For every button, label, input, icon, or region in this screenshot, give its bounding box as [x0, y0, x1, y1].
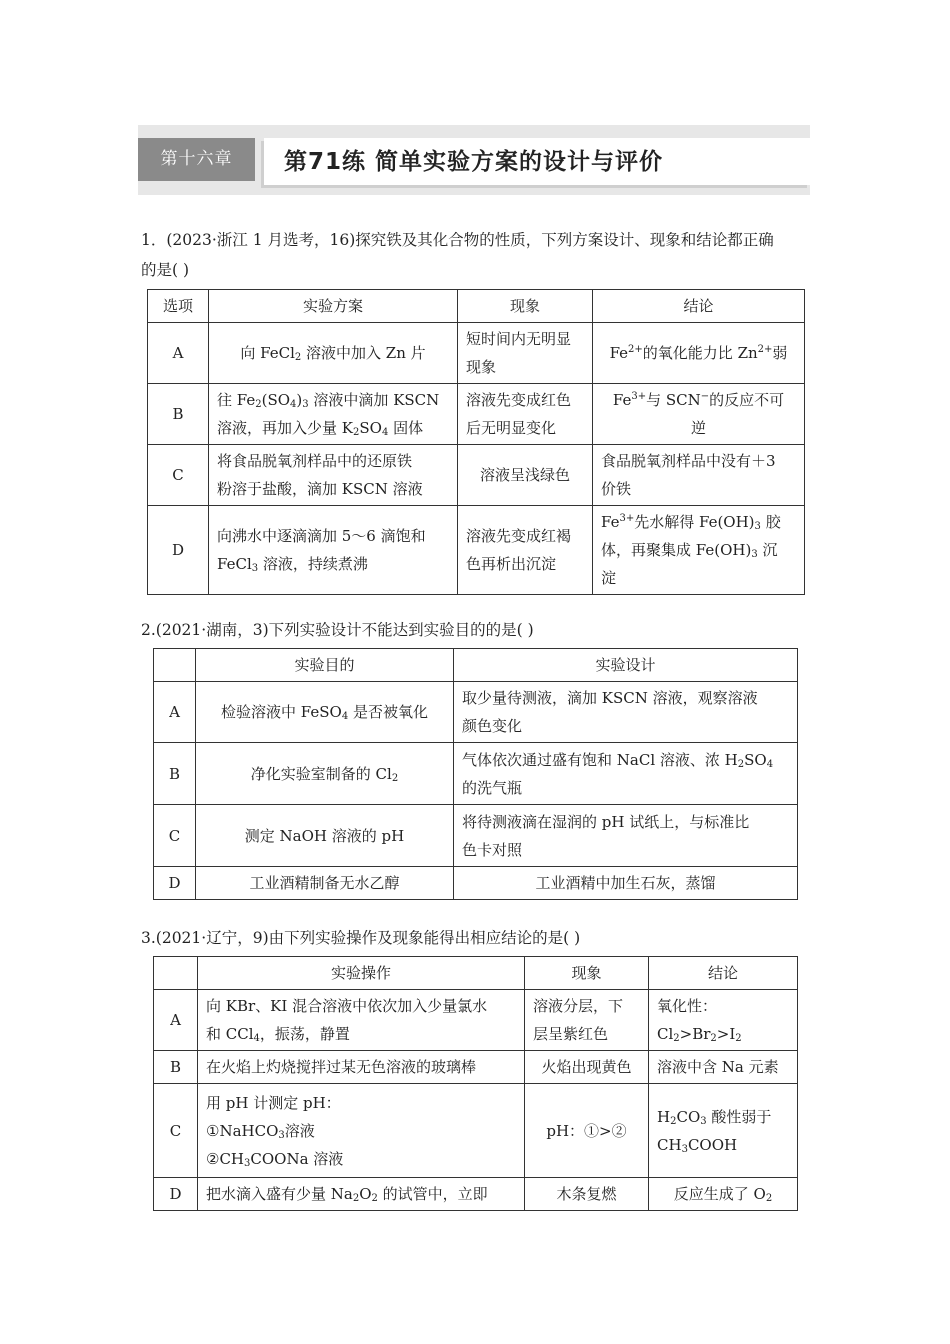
table-cell: 溶液呈浅绿色 [458, 445, 593, 506]
table-row [154, 990, 798, 1051]
column-header: 结论 [649, 957, 798, 990]
question-1-table [147, 289, 805, 595]
chapter-banner [138, 125, 810, 195]
table-row [148, 445, 805, 506]
table-cell: 将待测液滴在湿润的 pH 试纸上，与标准比 色卡对照 [454, 805, 798, 867]
table-cell: 检验溶液中 FeSO$_4$ 是否被氧化 [196, 682, 454, 743]
question-1-stem: 1．(2023·浙江 1 月选考，16)探究铁及其化合物的性质，下列方案设计、现象和结论都正确 的是( ) [141, 231, 774, 279]
table-row [154, 1178, 798, 1211]
column-header: 现象 [525, 957, 649, 990]
table-cell: 将食品脱氧剂样品中的还原铁 粉溶于盐酸，滴加 KSCN 溶液 [209, 445, 458, 506]
column-header: 实验设计 [454, 649, 798, 682]
table-cell: 溶液先变成红褐 色再析出沉淀 [458, 506, 593, 595]
table-cell: 向沸水中逐滴滴加 5～6 滴饱和 FeCl$_3$ 溶液，持续煮沸 [209, 506, 458, 595]
question-3-table [153, 956, 798, 1211]
column-header: 结论 [593, 290, 805, 323]
table-cell: 溶液分层，下 层呈紫红色 [525, 990, 649, 1051]
column-header [154, 649, 196, 682]
option-cell: B [148, 384, 209, 445]
table-row [154, 805, 798, 867]
table-cell: 测定 NaOH 溶液的 pH [196, 805, 454, 867]
option-cell: A [154, 682, 196, 743]
table-row [154, 682, 798, 743]
table-cell: 净化实验室制备的 $Cl_2$ [196, 743, 454, 805]
column-header: 现象 [458, 290, 593, 323]
table-cell: $H_2CO_3$ 酸性弱于 $CH_3COOH$ [649, 1084, 798, 1178]
question-3-stem: 3.(2021·辽宁，9)由下列实验操作及现象能得出相应结论的是( ) [141, 929, 581, 947]
table-cell: 溶液先变成红色 后无明显变化 [458, 384, 593, 445]
table-cell: pH：①>② [525, 1084, 649, 1178]
table-cell: 木条复燃 [525, 1178, 649, 1211]
option-cell: D [154, 867, 196, 900]
option-cell: A [148, 323, 209, 384]
table-row [154, 1084, 798, 1178]
question-2-table [153, 648, 798, 900]
table-row [154, 867, 798, 900]
table-cell: $Fe^{2+}$的氧化能力比 $Zn^{2+}$弱 [593, 323, 805, 384]
column-header: 实验操作 [198, 957, 525, 990]
table-header-row [154, 649, 798, 682]
table-cell: 溶液中含 Na 元素 [649, 1051, 798, 1084]
column-header [154, 957, 198, 990]
option-cell: D [154, 1178, 198, 1211]
column-header: 实验目的 [196, 649, 454, 682]
table-row [148, 506, 805, 595]
table-row [154, 743, 798, 805]
table-cell: 气体依次通过盛有饱和 NaCl 溶液、浓 $H_2SO_4$ 的洗气瓶 [454, 743, 798, 805]
chapter-label: 第十六章 [138, 138, 255, 181]
option-cell: C [148, 445, 209, 506]
table-cell: 往 $Fe_2(SO_4)_3$ 溶液中滴加 KSCN 溶液，再加入少量 $K_2SO_4$ 固体 [209, 384, 458, 445]
table-cell: 反应生成了 $O_2$ [649, 1178, 798, 1211]
table-cell: 食品脱氧剂样品中没有＋3 价铁 [593, 445, 805, 506]
table-row [148, 323, 805, 384]
option-cell: B [154, 743, 196, 805]
column-header: 选项 [148, 290, 209, 323]
table-cell: 工业酒精制备无水乙醇 [196, 867, 454, 900]
option-cell: A [154, 990, 198, 1051]
table-cell: 火焰出现黄色 [525, 1051, 649, 1084]
table-cell: 氧化性： $Cl_2>Br_2>I_2$ [649, 990, 798, 1051]
option-cell: C [154, 1084, 198, 1178]
question-2-stem: 2.(2021·湖南，3)下列实验设计不能达到实验目的的是( ) [141, 621, 534, 639]
table-cell: 把水滴入盛有少量 $Na_2O_2$ 的试管中，立即 [198, 1178, 525, 1211]
option-cell: B [154, 1051, 198, 1084]
table-row [148, 384, 805, 445]
column-header: 实验方案 [209, 290, 458, 323]
table-cell: 向 KBr、KI 混合溶液中依次加入少量氯水 和 CCl$_4$，振荡，静置 [198, 990, 525, 1051]
option-cell: D [148, 506, 209, 595]
option-cell: C [154, 805, 196, 867]
table-header-row [148, 290, 805, 323]
page-title: 第71练 简单实验方案的设计与评价 [284, 149, 664, 175]
table-cell: 取少量待测液，滴加 KSCN 溶液，观察溶液 颜色变化 [454, 682, 798, 743]
table-cell: 工业酒精中加生石灰，蒸馏 [454, 867, 798, 900]
table-row [154, 1051, 798, 1084]
table-header-row [154, 957, 798, 990]
table-cell: 用 pH 计测定 pH： ①NaHCO$_3$溶液 $②CH_3COONa$ 溶液 [198, 1084, 525, 1178]
table-cell: $Fe^{3+}$与 SCN−的反应不可 逆 [593, 384, 805, 445]
table-cell: $Fe^{3+}$先水解得 $Fe(OH)_3$ 胶 体，再聚集成 $Fe(OH)_3$ 沉 淀 [593, 506, 805, 595]
table-cell: 短时间内无明显 现象 [458, 323, 593, 384]
table-cell: 向 FeCl$_2$ 溶液中加入 Zn 片 [209, 323, 458, 384]
table-cell: 在火焰上灼烧搅拌过某无色溶液的玻璃棒 [198, 1051, 525, 1084]
